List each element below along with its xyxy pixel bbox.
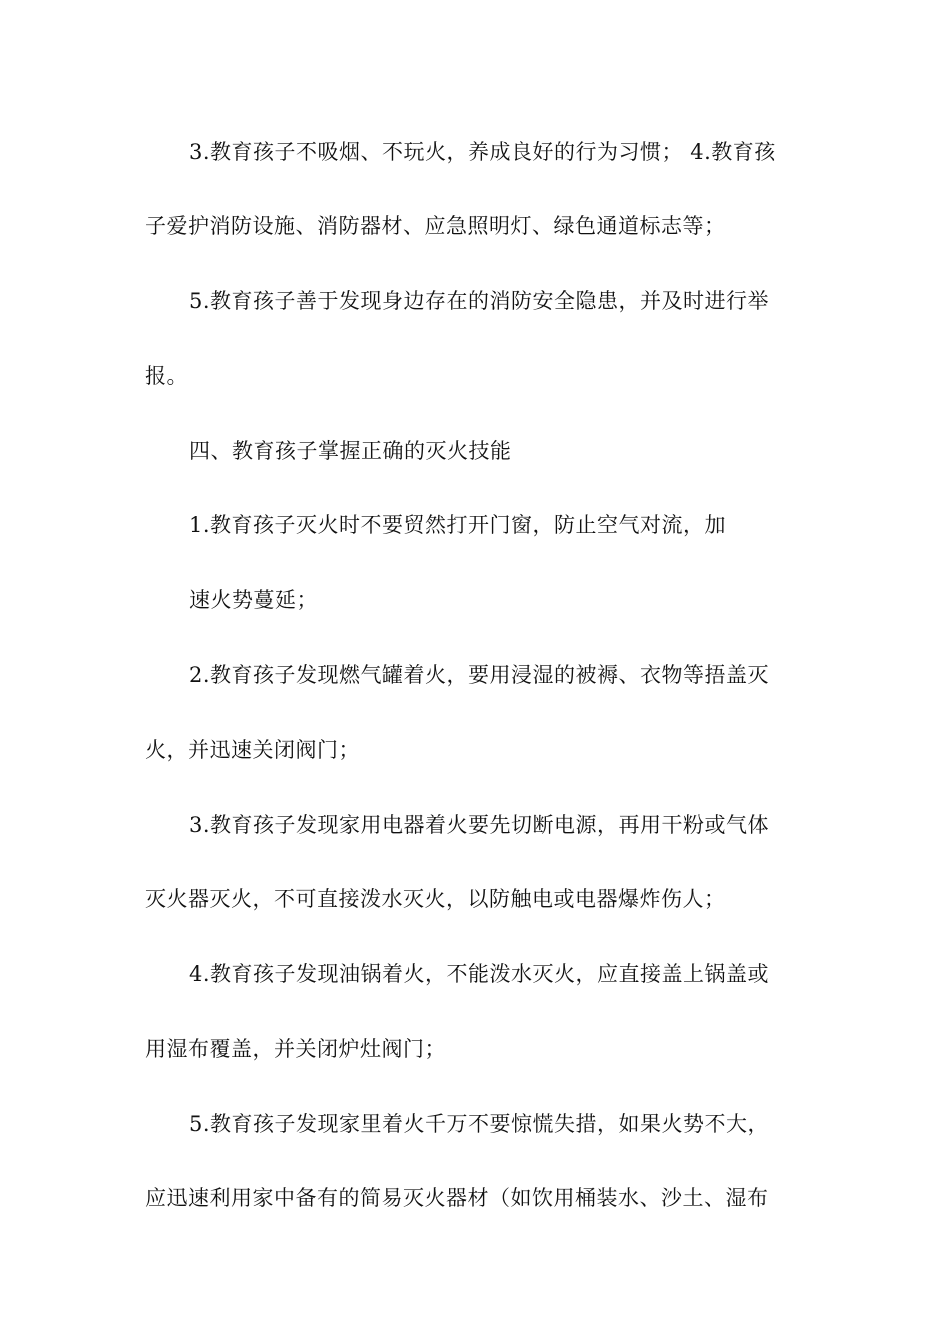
paragraph-line: 2.教育孩子发现燃气罐着火，要用浸湿的被褥、衣物等捂盖灭 [189, 663, 770, 687]
paragraph-line: 5.教育孩子善于发现身边存在的消防安全隐患，并及时进行举 [189, 289, 770, 313]
paragraph-line: 5.教育孩子发现家里着火千万不要惊慌失措，如果火势不大， [189, 1112, 770, 1136]
paragraph-line: 灭火器灭火，不可直接泼水灭火，以防触电或电器爆炸伤人； [145, 887, 726, 911]
paragraph-line: 用湿布覆盖，并关闭炉灶阀门； [145, 1037, 446, 1061]
section-heading: 四、教育孩子掌握正确的灭火技能 [189, 439, 512, 463]
paragraph-line: 火，并迅速关闭阀门； [145, 738, 360, 762]
paragraph-line: 应迅速利用家中备有的简易灭火器材（如饮用桶装水、沙土、湿布 [145, 1186, 769, 1210]
paragraph-line: 3.教育孩子不吸烟、不玩火，养成良好的行为习惯； 4.教育孩 [189, 140, 776, 164]
paragraph-line: 3.教育孩子发现家用电器着火要先切断电源，再用干粉或气体 [189, 813, 770, 837]
paragraph-line: 报。 [145, 364, 188, 388]
paragraph-line: 4.教育孩子发现油锅着火，不能泼水灭火，应直接盖上锅盖或 [189, 962, 770, 986]
paragraph-line: 速火势蔓延； [189, 588, 318, 612]
paragraph-line: 子爱护消防设施、消防器材、应急照明灯、绿色通道标志等； [145, 214, 726, 238]
paragraph-line: 1.教育孩子灭火时不要贸然打开门窗，防止空气对流，加 [189, 513, 727, 537]
